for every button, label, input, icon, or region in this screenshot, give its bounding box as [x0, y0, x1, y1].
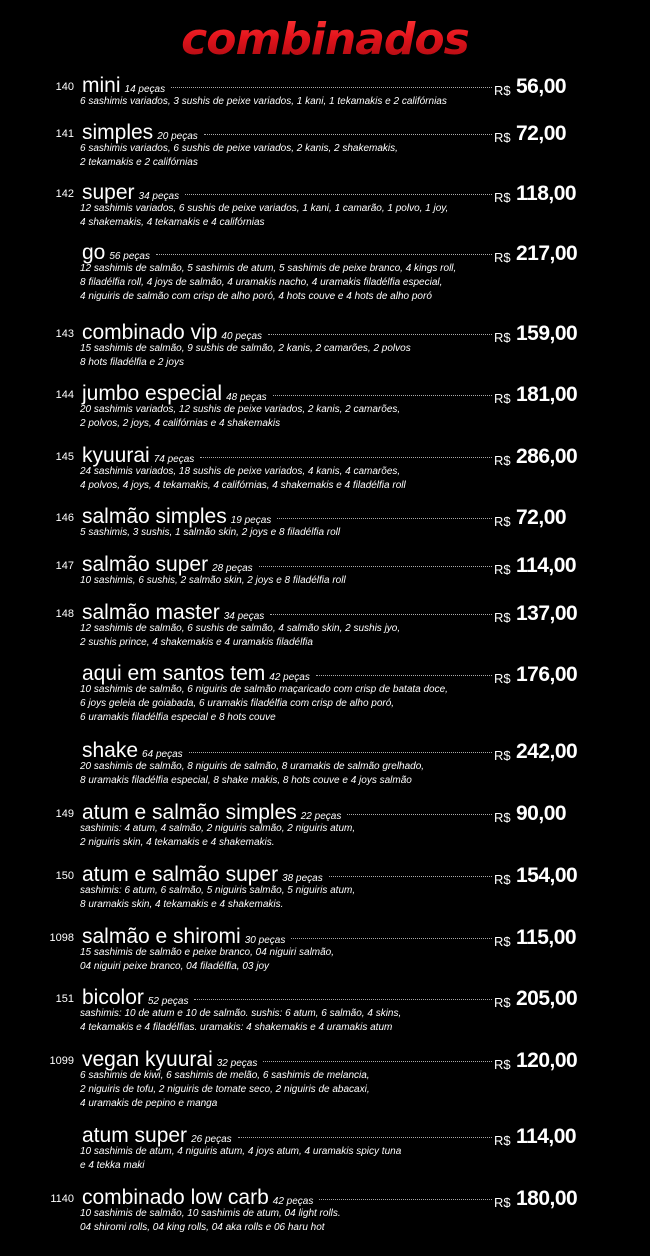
- item-description: [80, 1207, 520, 1235]
- item-name: atum super: [82, 1124, 188, 1147]
- item-description: [80, 403, 520, 431]
- item-description: [80, 142, 520, 170]
- dotted-leader: [194, 999, 492, 1000]
- item-price: 159,00: [516, 322, 578, 345]
- item-name: go: [82, 241, 106, 264]
- currency-symbol: R$: [494, 671, 511, 686]
- item-description: [80, 202, 520, 230]
- dotted-leader: [171, 87, 492, 88]
- description-line: 10 sashimis de salmão, 6 niguiris de salmão maçaricado com crisp de batata doce,: [80, 684, 448, 695]
- dotted-leader: [263, 1061, 492, 1062]
- item-pieces: 56 peças: [109, 251, 150, 262]
- item-description: [80, 1007, 520, 1035]
- item-number: 151: [55, 993, 74, 1005]
- item-pieces: 74 peças: [153, 454, 195, 465]
- description-line: 4 shakemakis, 4 tekamakis e 4 califórnias: [80, 217, 265, 228]
- item-price: 217,00: [516, 242, 578, 265]
- currency-symbol: R$: [494, 748, 511, 763]
- item-pieces: 20 peças: [157, 131, 198, 142]
- dotted-leader: [319, 1199, 492, 1200]
- item-pieces: 40 peças: [221, 331, 263, 342]
- item-name: simples: [82, 121, 154, 144]
- item-description: [80, 1069, 520, 1111]
- currency-symbol: R$: [494, 1133, 511, 1148]
- description-line: 4 polvos, 4 joys, 4 tekamakis, 4 califórnias, 4 shakemakis e 4 filadélfia roll: [80, 480, 406, 491]
- dotted-leader: [189, 752, 492, 753]
- item-price: 72,00: [516, 122, 567, 145]
- item-name: shake: [82, 739, 139, 762]
- currency-symbol: R$: [494, 810, 511, 825]
- item-name: aqui em santos tem: [82, 662, 266, 685]
- description-line: 4 niguiris de salmão com crisp de alho poró, 4 hots couve e 4 hots de alho poró: [80, 291, 432, 302]
- item-price: 205,00: [516, 987, 578, 1010]
- description-line: sashimis: 6 atum, 6 salmão, 5 niguiris salmão, 5 niguiris atum,: [80, 885, 356, 896]
- item-name: salmão e shiromi: [82, 925, 241, 948]
- item-number: 1140: [50, 1193, 74, 1205]
- dotted-leader: [270, 614, 492, 615]
- item-name: combinado vip: [82, 321, 218, 344]
- item-pieces: 26 peças: [191, 1134, 232, 1145]
- description-line: 12 sashimis variados, 6 sushis de peixe variados, 1 kani, 1 camarão, 1 polvo, 1 joy,: [80, 203, 449, 214]
- description-line: 4 uramakis de pepino e manga: [80, 1098, 218, 1109]
- item-pieces: 30 peças: [244, 935, 286, 946]
- description-line: 6 sashimis de kiwi, 6 sashimis de melão, 6 sashimis de melancia,: [80, 1070, 370, 1081]
- item-pieces: 22 peças: [300, 811, 342, 822]
- currency-symbol: R$: [494, 330, 511, 345]
- item-pieces: 19 peças: [230, 515, 272, 526]
- item-number: 1098: [49, 932, 74, 944]
- item-description: [80, 262, 520, 304]
- item-name: salmão master: [82, 601, 220, 624]
- item-description: [80, 1145, 520, 1173]
- description-line: 5 sashimis, 3 sushis, 1 salmão skin, 2 joys e 8 filadélfia roll: [80, 527, 341, 538]
- item-name: salmão super: [82, 553, 209, 576]
- item-name: atum e salmão super: [82, 863, 279, 886]
- currency-symbol: R$: [494, 83, 511, 98]
- description-line: sashimis: 4 atum, 4 salmão, 2 niguiris salmão, 2 niguiris atum,: [80, 823, 356, 834]
- item-pieces: 34 peças: [138, 191, 180, 202]
- item-description: [80, 946, 520, 974]
- description-line: 6 joys geleia de goiabada, 6 uramakis filadélfia com crisp de alho poró,: [80, 698, 395, 709]
- description-line: 12 sashimis de salmão, 5 sashimis de atum, 5 sashimis de peixe branco, 4 kings roll,: [80, 263, 457, 274]
- description-line: 4 tekamakis e 4 filadélfias. uramakis: 4 shakemakis e 4 uramakis atum: [80, 1022, 393, 1033]
- dotted-leader: [204, 134, 492, 135]
- item-name: mini: [82, 74, 121, 97]
- description-line: 8 hots filadélfia e 2 joys: [80, 357, 184, 368]
- description-line: 6 sashimis variados, 6 sushis de peixe variados, 2 kanis, 2 shakemakis,: [80, 143, 398, 154]
- description-line: 8 uramakis filadélfia especial, 8 shake makis, 8 hots couve e 4 joys salmão: [80, 775, 412, 786]
- item-description: [80, 683, 520, 725]
- dotted-leader: [185, 194, 492, 195]
- description-line: 2 tekamakis e 2 califórnias: [80, 157, 198, 168]
- item-number: 145: [55, 451, 74, 463]
- item-number: 149: [55, 808, 74, 820]
- description-line: 2 sushis prince, 4 shakemakis e 4 uramakis filadélfia: [80, 637, 313, 648]
- dotted-leader: [347, 814, 492, 815]
- currency-symbol: R$: [494, 562, 511, 577]
- item-name: atum e salmão simples: [82, 801, 297, 824]
- dotted-leader: [259, 566, 492, 567]
- page-title: combinados: [0, 14, 650, 65]
- item-price: 56,00: [516, 75, 567, 98]
- item-pieces: 38 peças: [282, 873, 323, 884]
- item-number: 148: [55, 608, 74, 620]
- description-line: 10 sashimis de atum, 4 niguiris atum, 4 joys atum, 4 uramakis spicy tuna: [80, 1146, 402, 1157]
- item-price: 137,00: [516, 602, 578, 625]
- description-line: sashimis: 10 de atum e 10 de salmão. sushis: 6 atum, 6 salmão, 4 skins,: [80, 1008, 402, 1019]
- item-name: vegan kyuurai: [82, 1048, 213, 1071]
- description-line: 2 niguiris de tofu, 2 niguiris de tomate seco, 2 niguiris de abacaxi,: [80, 1084, 370, 1095]
- item-pieces: 42 peças: [269, 672, 310, 683]
- item-price: 242,00: [516, 740, 578, 763]
- description-line: 6 uramakis filadélfia especial e 8 hots couve: [80, 712, 276, 723]
- description-line: e 4 tekka maki: [80, 1160, 145, 1171]
- currency-symbol: R$: [494, 1195, 511, 1210]
- item-description: [80, 465, 520, 493]
- item-pieces: 28 peças: [212, 563, 253, 574]
- currency-symbol: R$: [494, 190, 511, 205]
- item-name: combinado low carb: [82, 1186, 269, 1209]
- dotted-leader: [238, 1137, 492, 1138]
- dotted-leader: [277, 518, 492, 519]
- description-line: 04 shiromi rolls, 04 king rolls, 04 aka rolls e 06 haru hot: [80, 1222, 325, 1233]
- description-line: 2 niguiris skin, 4 tekamakis e 4 shakemakis.: [80, 837, 275, 848]
- description-line: 24 sashimis variados, 18 sushis de peixe variados, 4 kanis, 4 camarões,: [80, 466, 401, 477]
- description-line: 15 sashimis de salmão e peixe branco, 04 niguiri salmão,: [80, 947, 335, 958]
- item-number: 140: [55, 81, 74, 93]
- description-line: 15 sashimis de salmão, 9 sushis de salmão, 2 kanis, 2 camarões, 2 polvos: [80, 343, 411, 354]
- item-price: 72,00: [516, 506, 567, 529]
- item-name: super: [82, 181, 135, 204]
- item-number: 144: [55, 389, 74, 401]
- description-line: 6 sashimis variados, 3 sushis de peixe variados, 1 kani, 1 tekamakis e 2 califórnias: [80, 96, 447, 107]
- item-name: jumbo especial: [82, 382, 223, 405]
- item-description: [80, 622, 520, 650]
- description-line: 04 niguiri peixe branco, 04 filadélfia, 03 joy: [80, 961, 270, 972]
- item-price: 115,00: [516, 926, 577, 949]
- item-number: 147: [55, 560, 74, 572]
- description-line: 2 polvos, 2 joys, 4 califórnias e 4 shakemakis: [80, 418, 281, 429]
- item-price: 118,00: [516, 182, 577, 205]
- item-name: salmão simples: [82, 505, 227, 528]
- currency-symbol: R$: [494, 1057, 511, 1072]
- description-line: 20 sashimis variados, 12 sushis de peixe variados, 2 kanis, 2 camarões,: [80, 404, 401, 415]
- item-number: 143: [55, 328, 74, 340]
- item-pieces: 34 peças: [223, 611, 265, 622]
- item-price: 114,00: [516, 554, 577, 577]
- dotted-leader: [291, 938, 492, 939]
- item-price: 181,00: [516, 383, 578, 406]
- currency-symbol: R$: [494, 995, 511, 1010]
- dotted-leader: [268, 334, 492, 335]
- item-number: 142: [55, 188, 74, 200]
- item-description: [80, 574, 520, 588]
- dotted-leader: [273, 395, 492, 396]
- item-pieces: 64 peças: [142, 749, 183, 760]
- description-line: 8 uramakis skin, 4 tekamakis e 4 shakemakis.: [80, 899, 284, 910]
- dotted-leader: [329, 876, 492, 877]
- item-description: [80, 342, 520, 370]
- item-price: 180,00: [516, 1187, 578, 1210]
- item-description: [80, 760, 520, 788]
- description-line: 10 sashimis de salmão, 10 sashimis de atum, 04 light rolls.: [80, 1208, 341, 1219]
- item-description: [80, 822, 520, 850]
- currency-symbol: R$: [494, 453, 511, 468]
- item-price: 114,00: [516, 1125, 577, 1148]
- currency-symbol: R$: [494, 130, 511, 145]
- description-line: 8 filadélfia roll, 4 joys de salmão, 4 uramakis nacho, 4 uramakis filadélfia especial,: [80, 277, 443, 288]
- item-pieces: 32 peças: [216, 1058, 258, 1069]
- currency-symbol: R$: [494, 934, 511, 949]
- dotted-leader: [200, 457, 492, 458]
- item-price: 90,00: [516, 802, 567, 825]
- item-price: 176,00: [516, 663, 578, 686]
- item-price: 154,00: [516, 864, 578, 887]
- currency-symbol: R$: [494, 610, 511, 625]
- item-pieces: 42 peças: [272, 1196, 314, 1207]
- currency-symbol: R$: [494, 391, 511, 406]
- item-number: 150: [55, 870, 74, 882]
- currency-symbol: R$: [494, 872, 511, 887]
- item-number: 1099: [49, 1055, 74, 1067]
- item-pieces: 52 peças: [147, 996, 189, 1007]
- item-pieces: 14 peças: [124, 84, 166, 95]
- description-line: 12 sashimis de salmão, 6 sushis de salmão, 4 salmão skin, 2 sushis jyo,: [80, 623, 401, 634]
- dotted-leader: [316, 675, 492, 676]
- item-number: 141: [55, 128, 74, 140]
- item-description: [80, 95, 520, 109]
- item-price: 286,00: [516, 445, 578, 468]
- item-number: 146: [55, 512, 74, 524]
- currency-symbol: R$: [494, 250, 511, 265]
- dotted-leader: [156, 254, 492, 255]
- currency-symbol: R$: [494, 514, 511, 529]
- item-name: bicolor: [82, 986, 144, 1009]
- item-price: 120,00: [516, 1049, 578, 1072]
- description-line: 20 sashimis de salmão, 8 niguiris de salmão, 8 uramakis de salmão grelhado,: [80, 761, 425, 772]
- item-name: kyuurai: [82, 444, 150, 467]
- item-pieces: 48 peças: [226, 392, 267, 403]
- description-line: 10 sashimis, 6 sushis, 2 salmão skin, 2 joys e 8 filadélfia roll: [80, 575, 346, 586]
- item-description: [80, 884, 520, 912]
- item-description: [80, 526, 520, 540]
